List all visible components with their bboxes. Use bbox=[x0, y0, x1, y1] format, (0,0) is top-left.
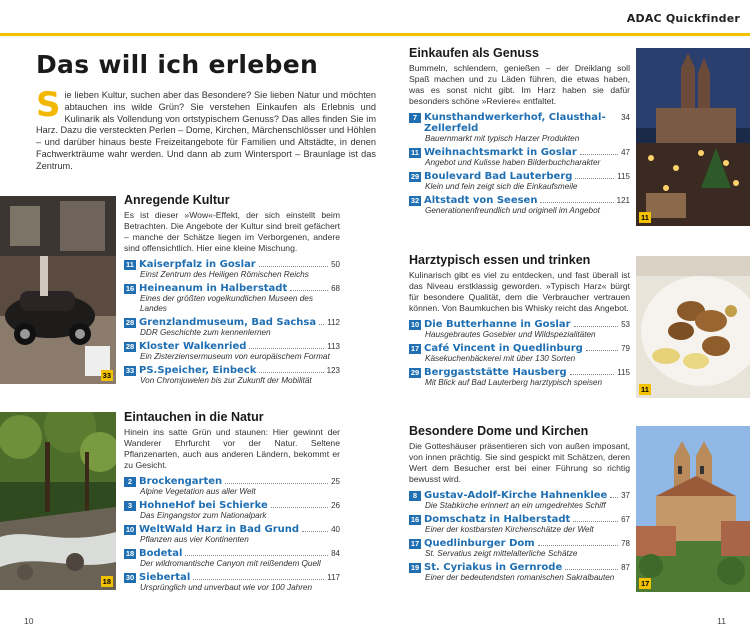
entry-number-badge: 30 bbox=[125, 573, 135, 582]
page-number: 26 bbox=[331, 501, 340, 510]
leader-dots bbox=[225, 477, 328, 484]
photo-christmas-market bbox=[636, 48, 750, 226]
entry-subtitle: Einer der kostbarsten Kirchenschätze der Welt bbox=[425, 525, 594, 534]
entry-number-badge: 10 bbox=[125, 525, 135, 534]
entry-subtitle: Angebot und Kulisse haben Bilderbuchcharakter bbox=[425, 158, 601, 167]
page-number: 121 bbox=[616, 196, 630, 205]
leader-dots bbox=[580, 148, 618, 155]
photo-badge: 33 bbox=[102, 371, 111, 380]
section-einkaufen bbox=[409, 46, 630, 219]
page-number: 87 bbox=[621, 563, 630, 572]
leader-dots bbox=[249, 342, 324, 349]
entry-subtitle: Ursprünglich und unverbaut wie vor 100 Jahren bbox=[140, 583, 313, 592]
section-title: Besondere Dome und Kirchen bbox=[409, 424, 589, 438]
entry-title[interactable]: Berggaststätte Hausberg bbox=[424, 367, 567, 378]
running-header: ADAC Quickfinder bbox=[626, 12, 740, 25]
entry-number-badge: 10 bbox=[410, 320, 420, 329]
intro-text: ie lieben Kultur, suchen aber das Besondere? Sie lieben Natur und möchten abtauchen ins wilde Grün? Sie verstehen Einkaufen als Erlebnis und Kulinarik als Vollendung von ortstypischem Genuss? Das alles finden Sie im Harz. Dazu die versteckten Perlen – Dome, Kirchen, Märchenschlösser und Höhlen – und darüber hinaus beste Freizeitangebote für Familien und Altstädte, in denen Fachwerkträume wahr werden. Und dann ab zum Wintersport – Braunlage ist das Zentrum. bbox=[36, 90, 376, 171]
intro-paragraph bbox=[36, 85, 376, 173]
page-number: 40 bbox=[331, 525, 340, 534]
leader-dots bbox=[538, 539, 618, 546]
entry-subtitle: Die Stabkirche erinnert an ein umgedrehtes Schiff bbox=[425, 501, 606, 510]
page-number: 37 bbox=[621, 491, 630, 500]
leader-dots bbox=[259, 366, 323, 373]
photo-badge: 11 bbox=[641, 213, 649, 222]
list-item[interactable] bbox=[124, 341, 340, 362]
list-item[interactable] bbox=[409, 147, 630, 168]
leader-dots bbox=[610, 491, 618, 498]
page-number: 115 bbox=[617, 368, 630, 377]
entry-number-badge: 3 bbox=[124, 501, 136, 511]
entry-subtitle: Eines der größten vogelkundlichen Museen des Landes bbox=[140, 294, 313, 313]
section-title: Anregende Kultur bbox=[124, 193, 230, 207]
entry-title[interactable]: Kloster Walkenried bbox=[139, 341, 247, 352]
page-number-left: 10 bbox=[24, 616, 34, 626]
section-description: Bummeln, schlendern, genießen – der Dreiklang soll Spaß machen und zu Läden führen, die etwas haben, was es sonst nicht gibt. Im Harz haben sie dafür besonders schöne »Reviere« entfaltet. bbox=[409, 63, 630, 106]
entry-number-badge: 2 bbox=[124, 477, 136, 487]
page-number: 113 bbox=[327, 342, 340, 351]
entry-number-badge: 33 bbox=[125, 366, 135, 375]
entry-title[interactable]: Café Vincent in Quedlinburg bbox=[424, 343, 583, 354]
entry-title[interactable]: Siebertal bbox=[139, 572, 191, 583]
list-item[interactable] bbox=[409, 367, 630, 388]
leader-dots bbox=[540, 196, 613, 203]
photo-food-plate bbox=[636, 256, 750, 398]
entry-title[interactable]: Die Butterhanne in Goslar bbox=[424, 319, 571, 330]
page-number: 50 bbox=[331, 260, 340, 269]
list-item[interactable] bbox=[124, 476, 340, 497]
entry-subtitle: Einst Zentrum des Heiligen Römischen Reichs bbox=[140, 270, 309, 279]
leader-dots bbox=[575, 172, 614, 179]
entry-number-badge: 28 bbox=[125, 342, 135, 351]
page-number: 25 bbox=[331, 477, 340, 486]
leader-dots bbox=[573, 515, 618, 522]
list-item[interactable] bbox=[124, 317, 340, 338]
entry-subtitle: St. Servatius zeigt mittelalterliche Schätze bbox=[425, 549, 578, 558]
page-number: 47 bbox=[621, 148, 630, 157]
entry-title[interactable]: HohneHof bei Schierke bbox=[139, 500, 268, 511]
entry-title[interactable]: Grenzlandmuseum, Bad Sachsa bbox=[139, 317, 317, 328]
photo-cathedral bbox=[636, 426, 750, 592]
page-title: Das will ich erleben bbox=[36, 50, 319, 79]
leader-dots bbox=[185, 549, 328, 556]
entry-subtitle: Alpine Vegetation aus aller Welt bbox=[140, 487, 256, 496]
section-kultur bbox=[124, 193, 340, 389]
list-item[interactable] bbox=[124, 259, 340, 280]
section-description: Es ist dieser »Wow«-Effekt, der sich einstellt beim Betrachten. Die Angebote der Kultur sind breit gefächert – manche der Schätze liegen im Verborgenen, andere sind offensichtlich. Hier eine kleine Mischung. bbox=[124, 210, 340, 253]
leader-dots bbox=[193, 573, 324, 580]
section-title: Harztypisch essen und trinken bbox=[409, 253, 591, 267]
section-natur bbox=[124, 410, 340, 596]
entry-number-badge: 29 bbox=[410, 368, 420, 377]
entry-number-badge: 17 bbox=[410, 344, 420, 353]
section-description: Kulinarisch gibt es viel zu entdecken, und fast überall ist das Niveau erstklassig geworden. »Typisch Harz« bürgt für besondere Qualität, dem die Verbraucher vertrauen können. Von Baumkuchen bis Whisky reicht das Angebot. bbox=[409, 270, 630, 313]
page-number: 53 bbox=[621, 320, 630, 329]
leader-dots bbox=[565, 563, 618, 570]
page-number: 115 bbox=[617, 172, 630, 181]
entry-subtitle: Von Chromjuwelen bis zur Zukunft der Mobilität bbox=[140, 376, 312, 385]
entry-title[interactable]: Bodetal bbox=[139, 548, 183, 559]
entry-title[interactable]: Kunsthandwerkerhof, Clausthal-Zellerfeld bbox=[424, 112, 606, 134]
entry-title[interactable]: Boulevard Bad Lauterberg bbox=[424, 171, 573, 182]
top-yellow-rule bbox=[0, 33, 750, 36]
section-description: Hinein ins satte Grün und staunen: Hier gewinnt der Wanderer Ehrfurcht vor der Natur. Seltene Pflanzenarten, auch aus anderen Ländern, bekommt er zu Gesicht. bbox=[124, 427, 340, 470]
photo-badge: 11 bbox=[641, 385, 649, 394]
entry-subtitle: Klein und fein zeigt sich die Einkaufsmeile bbox=[425, 182, 578, 191]
list-item[interactable] bbox=[409, 195, 630, 216]
list-item[interactable] bbox=[124, 500, 340, 521]
list-item[interactable] bbox=[124, 524, 340, 545]
entry-title[interactable]: WeltWald Harz in Bad Grund bbox=[139, 524, 300, 535]
section-description: Die Gotteshäuser präsentieren sich von außen imposant, von innen prächtig. Sie sind gespickt mit Schätzen, deren Wert dem Besucher erst bei einer Führung so richtig bewusst wird. bbox=[409, 441, 630, 484]
entry-number-badge: 11 bbox=[409, 148, 421, 158]
page-number: 67 bbox=[621, 515, 630, 524]
leader-dots bbox=[302, 525, 328, 532]
entry-subtitle: Ein Zisterziensermuseum von europäischem Format bbox=[140, 352, 330, 361]
section-dome bbox=[409, 424, 630, 586]
photo-badge: 17 bbox=[641, 579, 650, 588]
entry-number-badge: 11 bbox=[124, 260, 136, 270]
entry-title[interactable]: Altstadt von Seesen bbox=[424, 195, 538, 206]
list-item[interactable] bbox=[409, 319, 630, 340]
leader-dots bbox=[259, 260, 328, 267]
entry-subtitle: Bauernmarkt mit typisch Harzer Produkten bbox=[425, 134, 580, 143]
page-number-right: 11 bbox=[717, 616, 726, 626]
entry-number-badge: 19 bbox=[410, 563, 420, 572]
entry-subtitle: Hausgebrautes Gosebier und Wildspezialitäten bbox=[425, 330, 596, 339]
leader-dots bbox=[290, 284, 328, 291]
leader-dots bbox=[570, 368, 615, 375]
entry-title[interactable]: St. Cyriakus in Gernrode bbox=[424, 562, 563, 573]
page-number: 34 bbox=[621, 113, 630, 122]
page-number: 123 bbox=[326, 366, 340, 375]
photo-car-museum bbox=[0, 196, 116, 384]
entry-number-badge: 17 bbox=[410, 539, 420, 548]
page-number: 78 bbox=[621, 539, 630, 548]
leader-dots bbox=[319, 318, 324, 325]
dropcap: S bbox=[36, 85, 61, 125]
list-item[interactable] bbox=[409, 171, 630, 192]
list-item[interactable] bbox=[124, 365, 340, 386]
entry-title[interactable]: PS.Speicher, Einbeck bbox=[139, 365, 257, 376]
entry-title[interactable]: Quedlinburger Dom bbox=[424, 538, 535, 549]
entry-subtitle: DDR Geschichte zum kennenlernen bbox=[140, 328, 271, 337]
entry-subtitle: Pflanzen aus vier Kontinenten bbox=[140, 535, 249, 544]
entry-number-badge: 18 bbox=[125, 549, 135, 558]
entry-number-badge: 7 bbox=[409, 113, 421, 123]
entry-subtitle: Das Eingangstor zum Nationalpark bbox=[140, 511, 267, 520]
entry-subtitle: Der wildromantische Canyon mit reißendem Quell bbox=[140, 559, 321, 568]
photo-forest-river bbox=[0, 412, 116, 590]
section-title: Eintauchen in die Natur bbox=[124, 410, 264, 424]
entry-title[interactable]: Weihnachtsmarkt in Goslar bbox=[424, 147, 577, 158]
entry-title[interactable]: Brockengarten bbox=[139, 476, 223, 487]
entry-title[interactable]: Heineanum in Halberstadt bbox=[139, 283, 288, 294]
leader-dots bbox=[586, 344, 618, 351]
list-item[interactable] bbox=[124, 572, 340, 593]
entry-number-badge: 29 bbox=[410, 172, 420, 181]
list-item[interactable] bbox=[409, 562, 630, 583]
list-item[interactable] bbox=[409, 112, 630, 144]
photo-badge: 18 bbox=[102, 577, 111, 586]
page-number: 79 bbox=[621, 344, 630, 353]
entry-number-badge: 16 bbox=[125, 284, 135, 293]
list-item[interactable] bbox=[409, 490, 630, 511]
list-item[interactable] bbox=[124, 548, 340, 569]
page-number: 117 bbox=[327, 573, 340, 582]
entry-number-badge: 32 bbox=[410, 196, 420, 205]
list-item[interactable] bbox=[409, 343, 630, 364]
list-item[interactable] bbox=[409, 514, 630, 535]
entry-title[interactable]: Gustav-Adolf-Kirche Hahnenklee bbox=[424, 490, 608, 501]
entry-subtitle: Mit Blick auf Bad Lauterberg harztypisch speisen bbox=[425, 378, 603, 387]
entry-number-badge: 8 bbox=[409, 491, 421, 501]
entry-title[interactable]: Domschatz in Halberstadt bbox=[424, 514, 571, 525]
entry-number-badge: 16 bbox=[410, 515, 420, 524]
section-essen bbox=[409, 253, 630, 391]
leader-dots bbox=[574, 320, 619, 327]
list-item[interactable] bbox=[409, 538, 630, 559]
entry-subtitle: Einer der bedeutendsten romanischen Sakralbauten bbox=[425, 573, 615, 582]
entry-subtitle: Käsekuchenbäckerei mit über 130 Sorten bbox=[425, 354, 576, 363]
entry-number-badge: 28 bbox=[125, 318, 135, 327]
section-title: Einkaufen als Genuss bbox=[409, 46, 539, 60]
entry-subtitle: Generationenfreundlich und originell im Angebot bbox=[425, 206, 600, 215]
leader-dots bbox=[271, 501, 328, 508]
page-number: 84 bbox=[331, 549, 340, 558]
page-number: 68 bbox=[331, 284, 340, 293]
list-item[interactable] bbox=[124, 283, 340, 314]
entry-title[interactable]: Kaiserpfalz in Goslar bbox=[139, 259, 256, 270]
page-number: 112 bbox=[327, 318, 340, 327]
